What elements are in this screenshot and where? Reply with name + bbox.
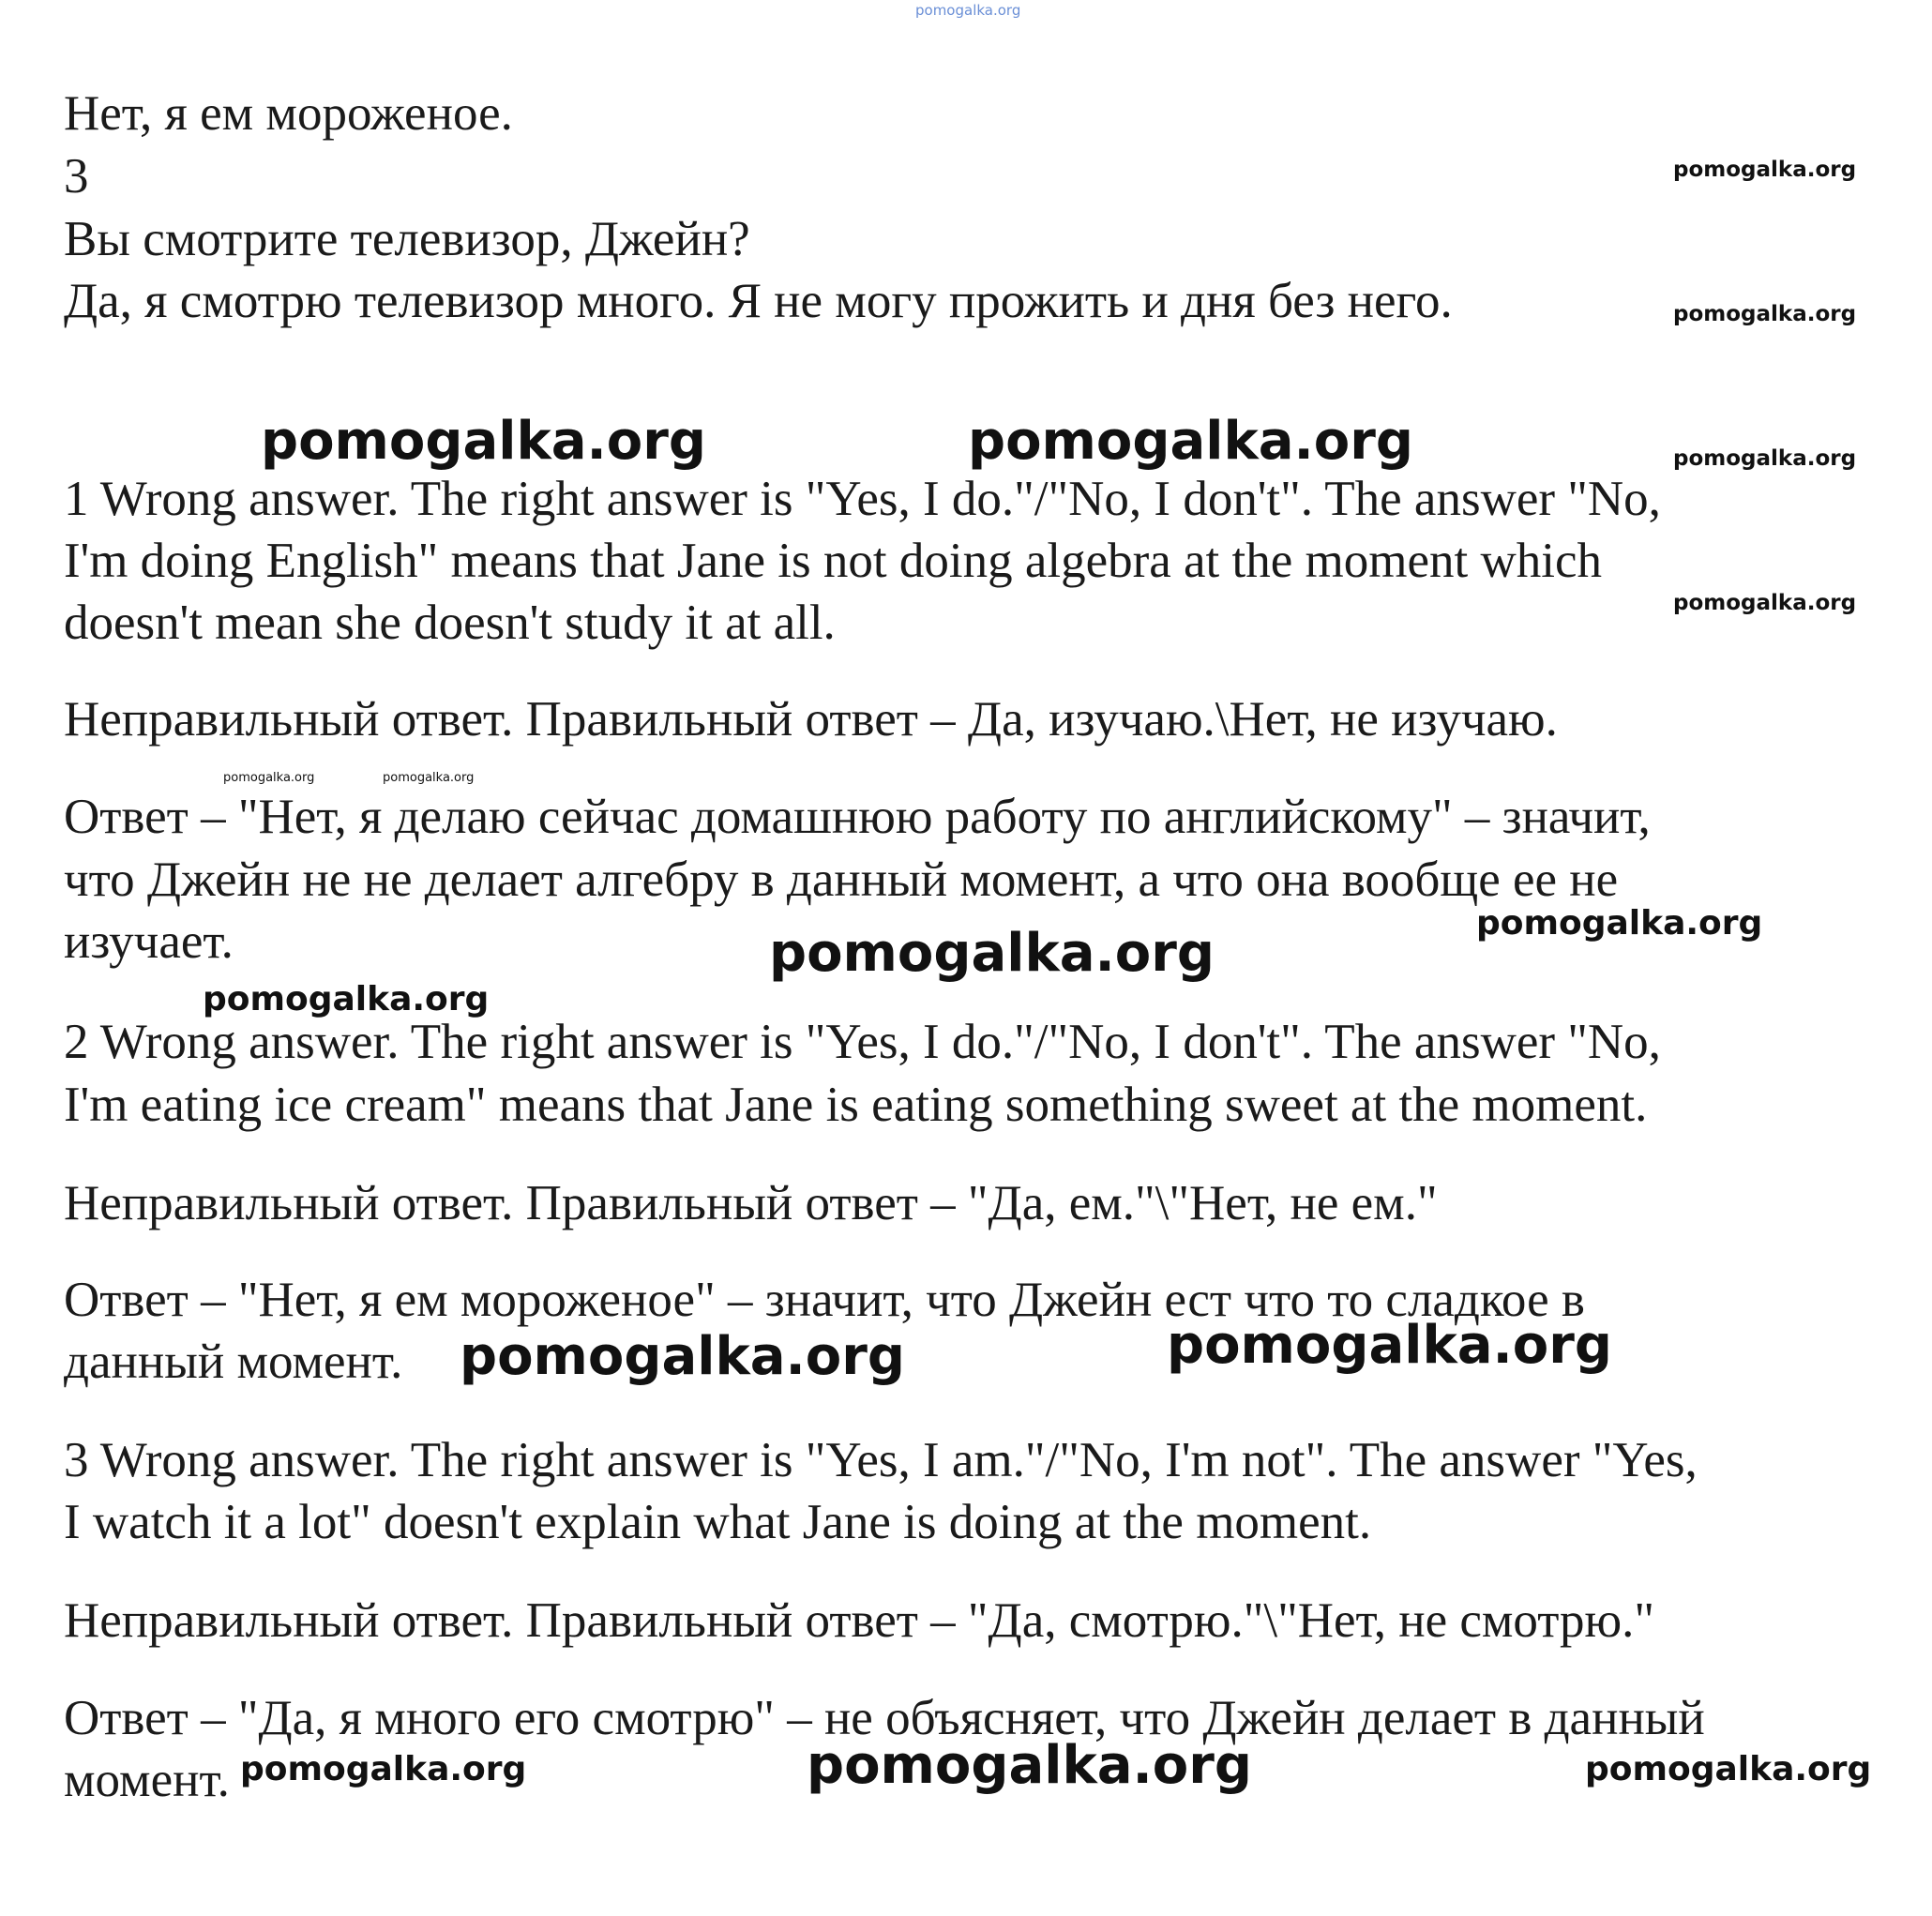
text-line-14: Неправильный ответ. Правильный ответ – "Да, ем."\"Нет, не ем." (64, 1176, 1438, 1230)
text-line-13: I'm eating ice cream" means that Jane is eating something sweet at the moment. (64, 1078, 1648, 1132)
text-line-4: Да, я смотрю телевизор много. Я не могу прожить и дня без него. (64, 274, 1453, 328)
text-line-5: 1 Wrong answer. The right answer is "Yes, I do."/"No, I don't". The answer "No, (64, 472, 1661, 526)
watermark: pomogalka.org (460, 1326, 905, 1387)
text-line-1: Нет, я ем мороженое. (64, 86, 513, 141)
text-line-9: Ответ – "Нет, я делаю сейчас домашнюю работу по английскому" – значит, (64, 790, 1651, 844)
watermark: pomogalka.org (1167, 1315, 1612, 1376)
watermark: pomogalka.org (1585, 1750, 1872, 1788)
text-line-10: что Джейн не не делает алгебру в данный момент, а что она вообще ее не (64, 852, 1619, 907)
text-line-8: Неправильный ответ. Правильный ответ – Да, изучаю.\Нет, не изучаю. (64, 692, 1558, 747)
watermark: pomogalka.org (968, 411, 1413, 472)
watermark: pomogalka.org (203, 980, 490, 1018)
text-line-15: Ответ – "Нет, я ем мороженое" – значит, что Джейн ест что то сладкое в (64, 1273, 1585, 1327)
watermark: pomogalka.org (1673, 158, 1857, 182)
watermark: pomogalka.org (261, 411, 706, 472)
watermark: pomogalka.org (1673, 446, 1857, 471)
text-line-17: 3 Wrong answer. The right answer is "Yes, I am."/"No, I'm not". The answer "Yes, (64, 1433, 1698, 1487)
watermark: pomogalka.org (807, 1735, 1252, 1796)
watermark: pomogalka.org (240, 1750, 527, 1788)
text-line-7: doesn't mean she doesn't study it at all. (64, 596, 836, 650)
text-line-3: Вы смотрите телевизор, Джейн? (64, 212, 750, 266)
watermark: pomogalka.org (1673, 591, 1857, 615)
text-line-20: Ответ – "Да, я много его смотрю" – не объясняет, что Джейн делает в данный (64, 1691, 1705, 1745)
watermark-top: pomogalka.org (915, 2, 1021, 19)
text-line-16: данный момент. (64, 1335, 403, 1389)
text-line-19: Неправильный ответ. Правильный ответ – "Да, смотрю."\"Нет, не смотрю." (64, 1593, 1654, 1648)
watermark: pomogalka.org (383, 771, 475, 785)
watermark: pomogalka.org (223, 771, 315, 785)
watermark: pomogalka.org (769, 923, 1215, 984)
text-line-12: 2 Wrong answer. The right answer is "Yes, I do."/"No, I don't". The answer "No, (64, 1015, 1661, 1069)
text-line-18: I watch it a lot" doesn't explain what Jane is doing at the moment. (64, 1495, 1372, 1549)
watermark: pomogalka.org (1476, 904, 1763, 943)
text-line-21: момент. (64, 1753, 230, 1807)
text-line-2: 3 (64, 149, 89, 204)
text-line-11: изучает. (64, 914, 234, 969)
text-line-6: I'm doing English" means that Jane is not doing algebra at the moment which (64, 534, 1602, 588)
watermark: pomogalka.org (1673, 302, 1857, 326)
